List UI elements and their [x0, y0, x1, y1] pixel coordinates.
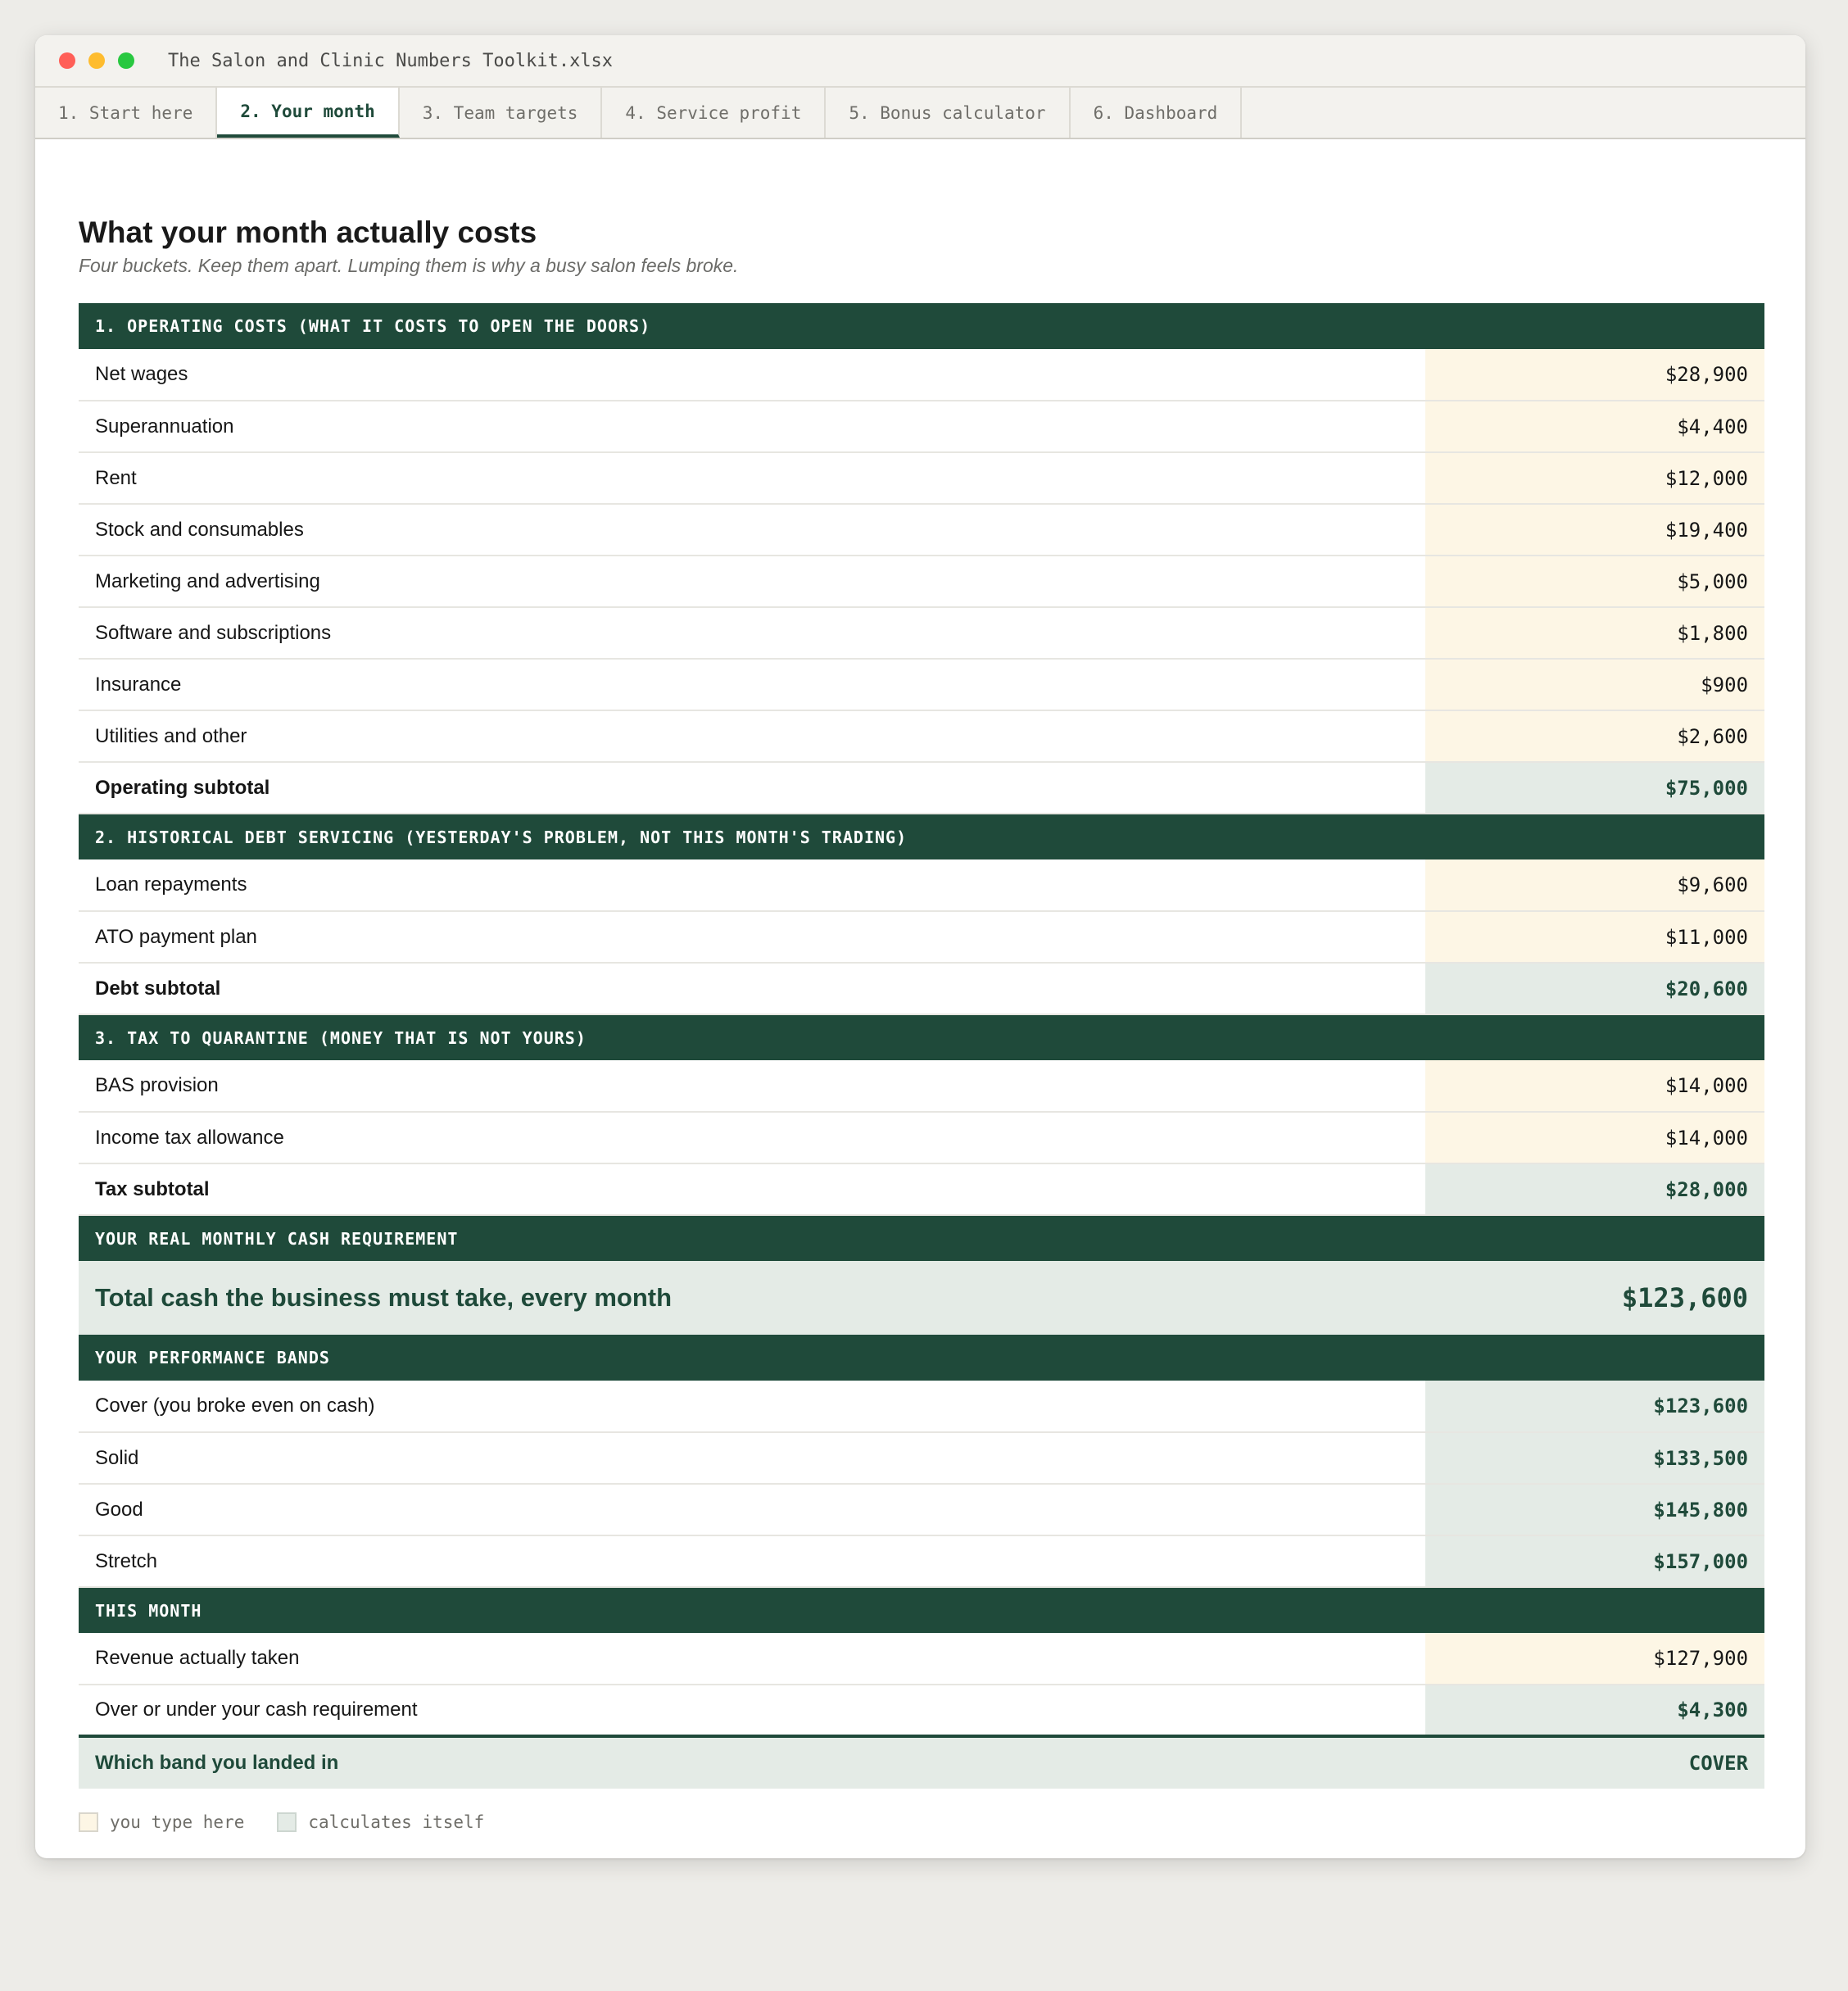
row-label: Revenue actually taken	[79, 1633, 1425, 1685]
calc-cell-band-cover[interactable]: $123,600	[1425, 1381, 1764, 1432]
input-swatch	[79, 1812, 98, 1832]
total-requirement-row	[79, 1261, 1764, 1335]
total-requirement-label: Total cash the business must take, every month	[79, 1261, 1425, 1335]
band-result-label: Which band you landed in	[79, 1736, 1425, 1789]
row-label: Stock and consumables	[79, 504, 1425, 556]
calc-cell-tax-subtotal[interactable]: $28,000	[1425, 1163, 1764, 1215]
input-cell-insurance[interactable]: $900	[1425, 659, 1764, 710]
row-label: Insurance	[79, 659, 1425, 710]
input-cell-bas-provision[interactable]: $14,000	[1425, 1060, 1764, 1112]
tab-service-profit[interactable]: 4. Service profit	[602, 88, 826, 138]
table-row	[79, 504, 1764, 556]
row-label: Tax subtotal	[79, 1163, 1425, 1215]
section-header-debt: 2. HISTORICAL DEBT SERVICING (YESTERDAY'S PROBLEM, NOT THIS MONTH'S TRADING)	[79, 814, 1764, 859]
table-row	[79, 452, 1764, 504]
input-cell-stock[interactable]: $19,400	[1425, 504, 1764, 556]
table-row	[79, 401, 1764, 452]
table-row	[79, 1112, 1764, 1163]
window-title: The Salon and Clinic Numbers Toolkit.xlsx	[168, 50, 614, 71]
input-cell-marketing[interactable]: $5,000	[1425, 556, 1764, 607]
title-bar	[35, 35, 1805, 88]
table-row	[79, 556, 1764, 607]
section-header-bands: YOUR PERFORMANCE BANDS	[79, 1335, 1764, 1381]
calc-cell-operating-subtotal[interactable]: $75,000	[1425, 762, 1764, 814]
row-label: Good	[79, 1484, 1425, 1535]
row-label: Utilities and other	[79, 710, 1425, 762]
calc-cell-band-solid[interactable]: $133,500	[1425, 1432, 1764, 1484]
table-row	[79, 859, 1764, 911]
input-cell-superannuation[interactable]: $4,400	[1425, 401, 1764, 452]
table-row	[79, 1060, 1764, 1112]
tab-your-month[interactable]: 2. Your month	[217, 88, 399, 138]
table-row	[79, 1484, 1764, 1535]
page-subtitle: Four buckets. Keep them apart. Lumping them is why a busy salon feels broke.	[79, 255, 739, 276]
section-header-operating: 1. OPERATING COSTS (WHAT IT COSTS TO OPEN THE DOORS)	[79, 303, 1764, 349]
subtotal-row-tax	[79, 1163, 1764, 1215]
calc-cell-debt-subtotal[interactable]: $20,600	[1425, 963, 1764, 1014]
input-cell-ato-payment-plan[interactable]: $11,000	[1425, 911, 1764, 963]
sheet-tabs	[35, 88, 1805, 139]
legend-input-label: you type here	[110, 1812, 245, 1832]
legend-calc-label: calculates itself	[308, 1812, 485, 1832]
page-title: What your month actually costs	[79, 215, 537, 249]
input-cell-net-wages[interactable]: $28,900	[1425, 349, 1764, 401]
row-label: ATO payment plan	[79, 911, 1425, 963]
row-label: Stretch	[79, 1535, 1425, 1587]
calc-cell-total-requirement[interactable]: $123,600	[1425, 1261, 1764, 1335]
subtotal-row-debt	[79, 963, 1764, 1014]
row-label: Cover (you broke even on cash)	[79, 1381, 1425, 1432]
calc-swatch	[277, 1812, 297, 1832]
app-window	[35, 35, 1805, 1858]
table-row	[79, 607, 1764, 659]
table-row	[79, 1535, 1764, 1587]
calc-cell-band-good[interactable]: $145,800	[1425, 1484, 1764, 1535]
tab-dashboard[interactable]: 6. Dashboard	[1071, 88, 1243, 138]
table-row	[79, 1432, 1764, 1484]
row-label: Software and subscriptions	[79, 607, 1425, 659]
input-cell-revenue[interactable]: $127,900	[1425, 1633, 1764, 1685]
legend	[79, 1812, 1764, 1832]
row-label: Debt subtotal	[79, 963, 1425, 1014]
tab-bonus-calculator[interactable]: 5. Bonus calculator	[826, 88, 1070, 138]
row-label: Income tax allowance	[79, 1112, 1425, 1163]
input-cell-loan-repayments[interactable]: $9,600	[1425, 859, 1764, 911]
row-label: Over or under your cash requirement	[95, 1698, 418, 1721]
input-cell-rent[interactable]: $12,000	[1425, 452, 1764, 504]
sheet-content	[79, 139, 1764, 1832]
input-cell-utilities[interactable]: $2,600	[1425, 710, 1764, 762]
table-row	[79, 1633, 1764, 1685]
section-header-tax: 3. TAX TO QUARANTINE (MONEY THAT IS NOT YOURS)	[79, 1014, 1764, 1060]
row-label: Operating subtotal	[79, 762, 1425, 814]
row-label: Net wages	[79, 349, 1425, 401]
row-label: Loan repayments	[79, 859, 1425, 911]
input-cell-income-tax[interactable]: $14,000	[1425, 1112, 1764, 1163]
table-row	[79, 1381, 1764, 1432]
row-label: Marketing and advertising	[79, 556, 1425, 607]
calc-cell-band-stretch[interactable]: $157,000	[1425, 1535, 1764, 1587]
subtotal-row-operating	[79, 762, 1764, 814]
table-row	[79, 349, 1764, 401]
calc-cell-over-under[interactable]: $4,300	[1425, 1685, 1764, 1736]
row-label: Rent	[79, 452, 1425, 504]
row-label: Superannuation	[79, 401, 1425, 452]
table-row	[79, 710, 1764, 762]
table-row	[79, 659, 1764, 710]
maximize-window-button[interactable]	[118, 52, 134, 69]
section-header-requirement: YOUR REAL MONTHLY CASH REQUIREMENT	[79, 1215, 1764, 1261]
section-header-this-month: THIS MONTH	[79, 1587, 1764, 1633]
input-cell-software[interactable]: $1,800	[1425, 607, 1764, 659]
row-label: BAS provision	[79, 1060, 1425, 1112]
table-row	[79, 911, 1764, 963]
band-result-row	[79, 1736, 1764, 1789]
tab-start-here[interactable]: 1. Start here	[35, 88, 217, 138]
cost-table	[79, 303, 1764, 1789]
calc-cell-band-result[interactable]: COVER	[1425, 1736, 1764, 1789]
close-window-button[interactable]	[59, 52, 75, 69]
minimize-window-button[interactable]	[88, 52, 105, 69]
row-label: Solid	[79, 1432, 1425, 1484]
tab-team-targets[interactable]: 3. Team targets	[400, 88, 603, 138]
table-row	[79, 1685, 1764, 1736]
